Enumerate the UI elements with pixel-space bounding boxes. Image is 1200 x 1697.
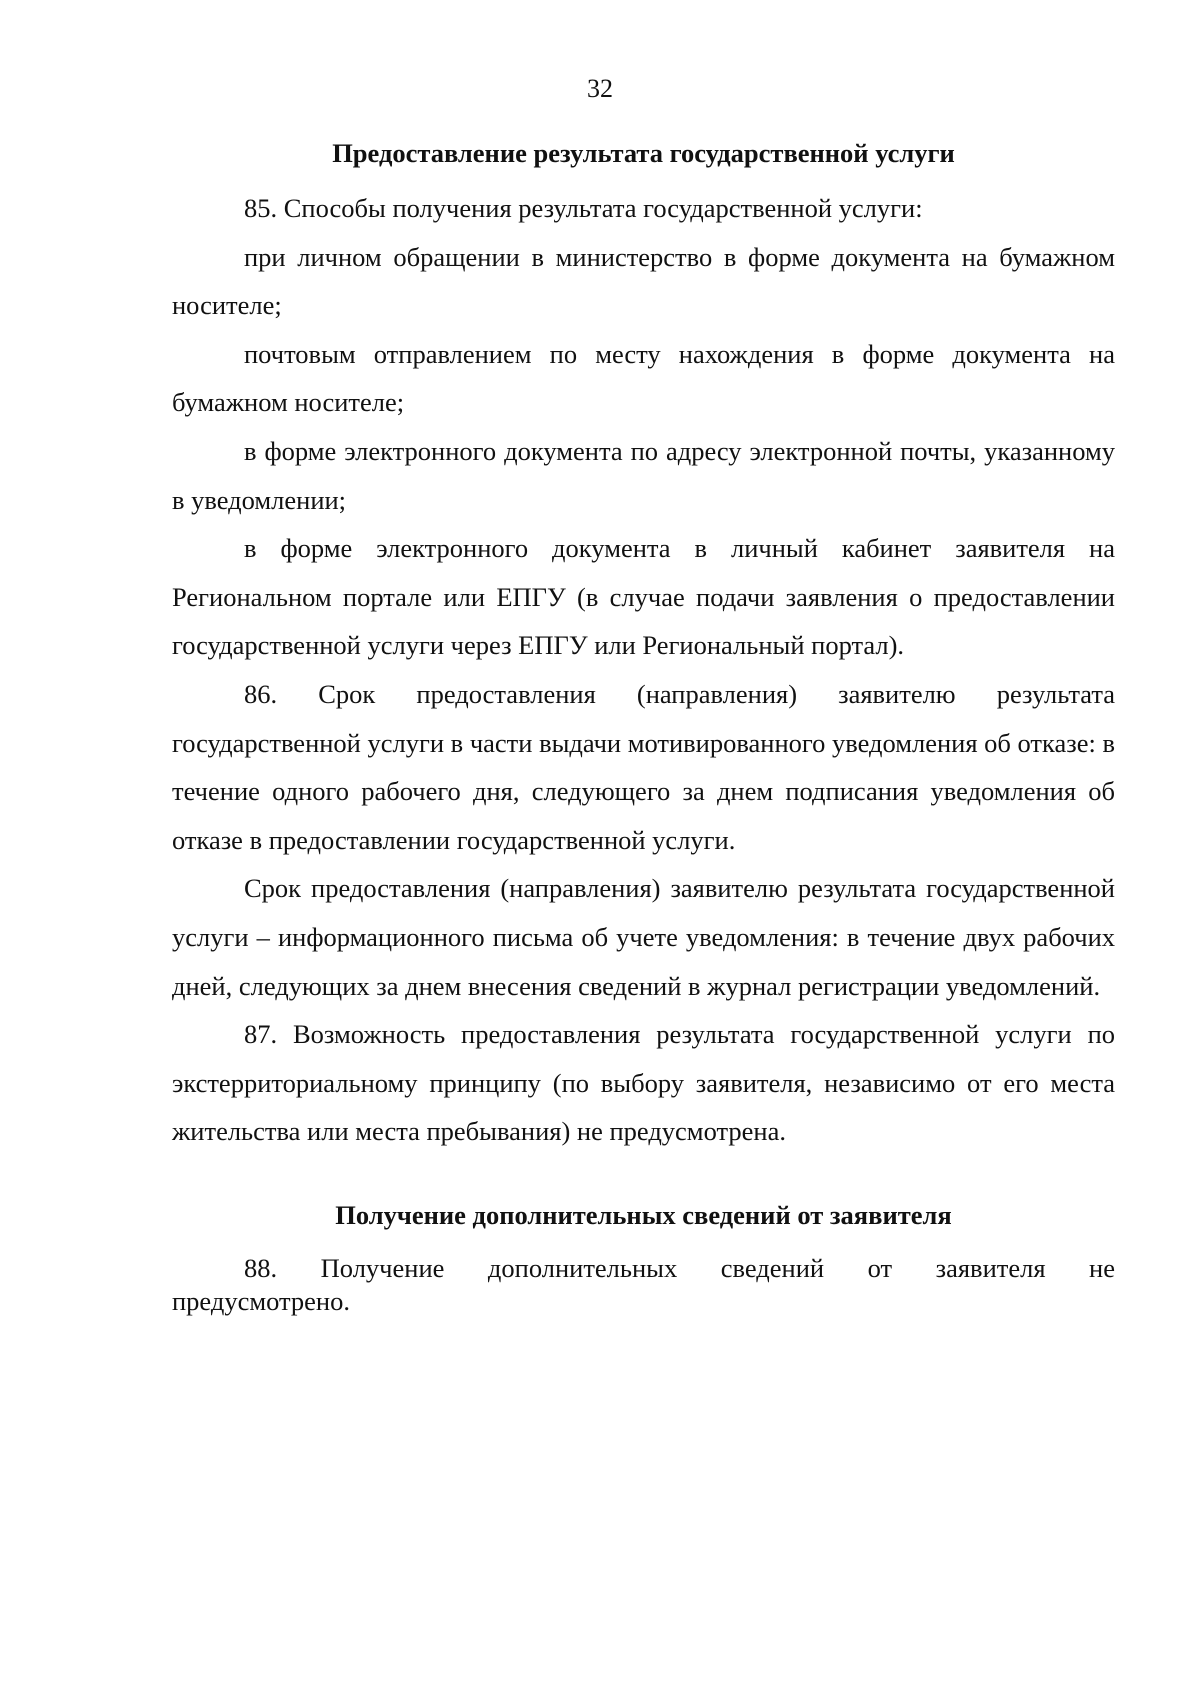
paragraph-personal-account: в форме электронного документа в личный кабинет заявителя на Региональном портале или ЕПГУ (в случае подачи заявления о предоставлении государственной услуги через ЕПГУ или Региональный портал). — [172, 533, 1115, 661]
page-number: 32 — [587, 74, 613, 103]
paragraph-86-letter-term: Срок предоставления (направления) заявителю результата государственной услуги – информационного письма об учете уведомления: в течение двух рабочих дней, следующих за днем внесения сведений в журнал регистрации уведомлений. — [172, 873, 1115, 1001]
paragraph-88-line-1: 88. Получение дополнительных сведений от заявителя не — [244, 1252, 1115, 1283]
paragraph-postal: почтовым отправлением по месту нахождения в форме документа на бумажном носителе; — [172, 338, 1115, 418]
paragraph-88-line-2: предусмотрено. — [172, 1285, 350, 1316]
paragraph-email: в форме электронного документа по адресу электронной почты, указанному в уведомлении; — [172, 435, 1115, 515]
section-heading-additional-info: Получение дополнительных сведений от заявителя — [335, 1199, 952, 1230]
paragraph-87-extraterritorial: 87. Возможность предоставления результата государственной услуги по экстерриториальному принципу (по выбору заявителя, независимо от его места жительства или места пребывания) не предусмотрена. — [172, 1019, 1115, 1147]
paragraph-85-intro: 85. Способы получения результата государственной услуги: — [244, 193, 923, 223]
section-heading-result: Предоставление результата государственной услуги — [332, 138, 955, 168]
document-body — [172, 136, 1115, 1318]
paragraph-personal-visit: при личном обращении в министерство в форме документа на бумажном носителе; — [172, 241, 1115, 321]
paragraph-86-refusal-term: 86. Срок предоставления (направления) заявителю результата государственной услуги в части выдачи мотивированного уведомления об отказе: в течение одного рабочего дня, следующего за днем подписания уведомления об отказе в предоставлении государственной услуги. — [172, 678, 1115, 855]
